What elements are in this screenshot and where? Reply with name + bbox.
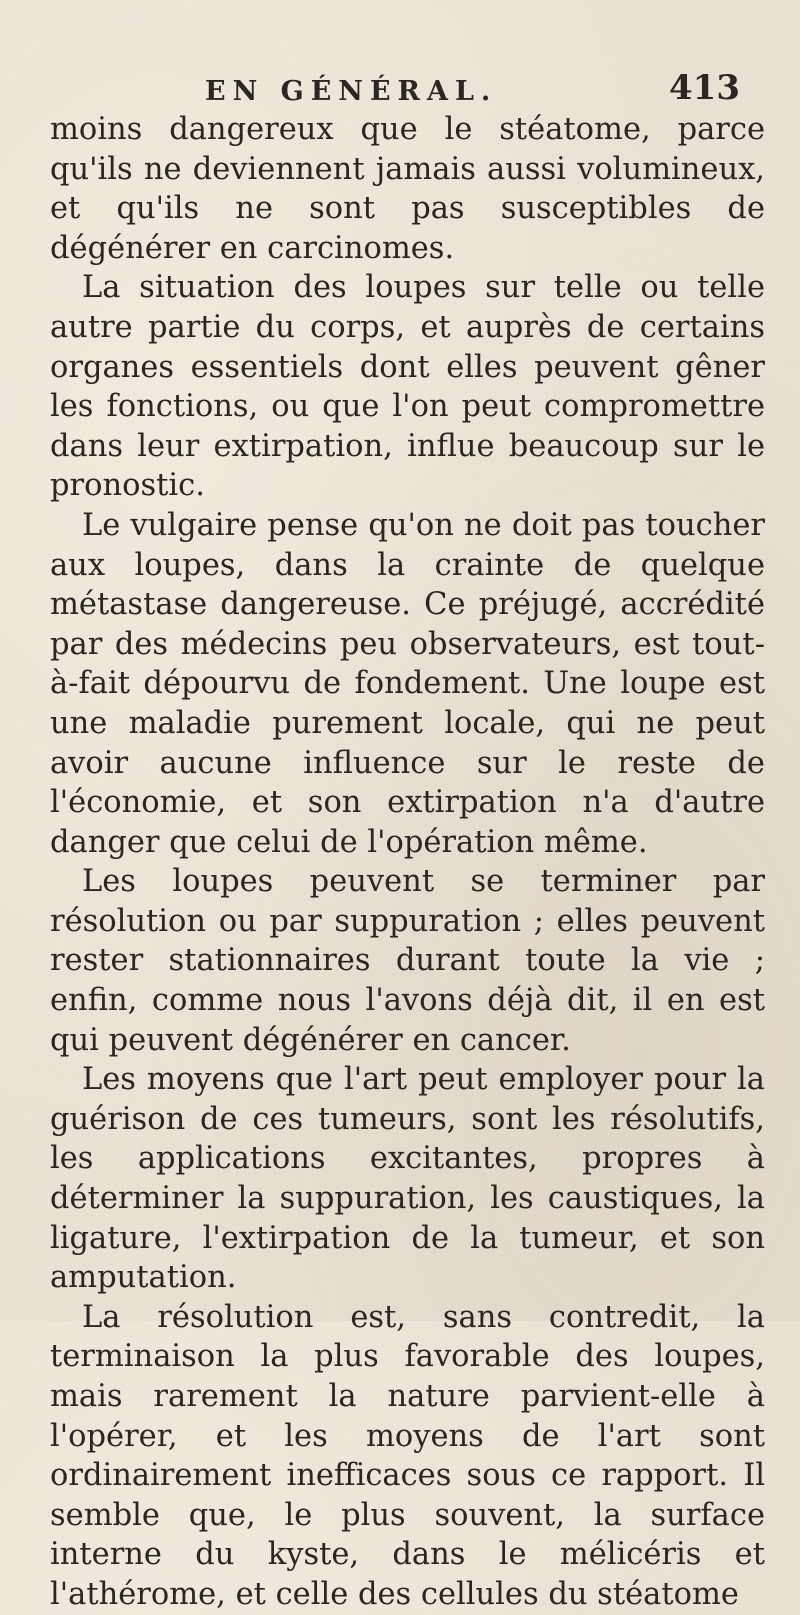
page-header xyxy=(0,68,800,112)
paragraph-6: La résolution est, sans contredit, la terminaison la plus favorable des loupes, mais rarement la nature parvient-elle à l'opérer, et les moyens de l'art sont ordinairement inefficaces sous ce rapport. Il semble que, le plus souvent, la surface interne du kyste, dans le mélicéris et l'athérome, et celle des cellules du stéatome xyxy=(50,1299,765,1612)
running-head: EN GÉNÉRAL. xyxy=(205,76,498,107)
paragraph-3: Le vulgaire pense qu'on ne doit pas toucher aux loupes, dans la crainte de quelque métastase dangereuse. Ce préjugé, accrédité par des médecins peu observateurs, est tout-à-fait dépourvu de fondement. Une loupe est une maladie purement locale, qui ne peut avoir aucune influence sur le reste de l'économie, et son extirpation n'a d'autre danger que celui de l'opération même. xyxy=(50,507,765,860)
paragraph-1: moins dangereux que le stéatome, parce qu'ils ne deviennent jamais aussi volumineux, et qu'ils ne sont pas susceptibles de dégénérer en carcinomes. xyxy=(50,112,765,266)
paragraph-2: La situation des loupes sur telle ou telle autre partie du corps, et auprès de certains organes essentiels dont elles peuvent gêner les fonctions, ou que l'on peut compromettre dans leur extirpation, influe beaucoup sur le pronostic. xyxy=(50,270,765,504)
page-number: 413 xyxy=(669,68,740,108)
paragraph-5: Les moyens que l'art peut employer pour la guérison de ces tumeurs, sont les résolutifs, les applications excitantes, propres à déterminer la suppuration, les caustiques, la ligature, l'extirpation de la tumeur, et son amputation. xyxy=(50,1062,765,1296)
body-text xyxy=(50,110,765,1615)
paragraph-4: Les loupes peuvent se terminer par résolution ou par suppuration ; elles peuvent rester stationnaires durant toute la vie ; enfin, comme nous l'avons déjà dit, il en est qui peuvent dégénérer en cancer. xyxy=(50,864,765,1058)
